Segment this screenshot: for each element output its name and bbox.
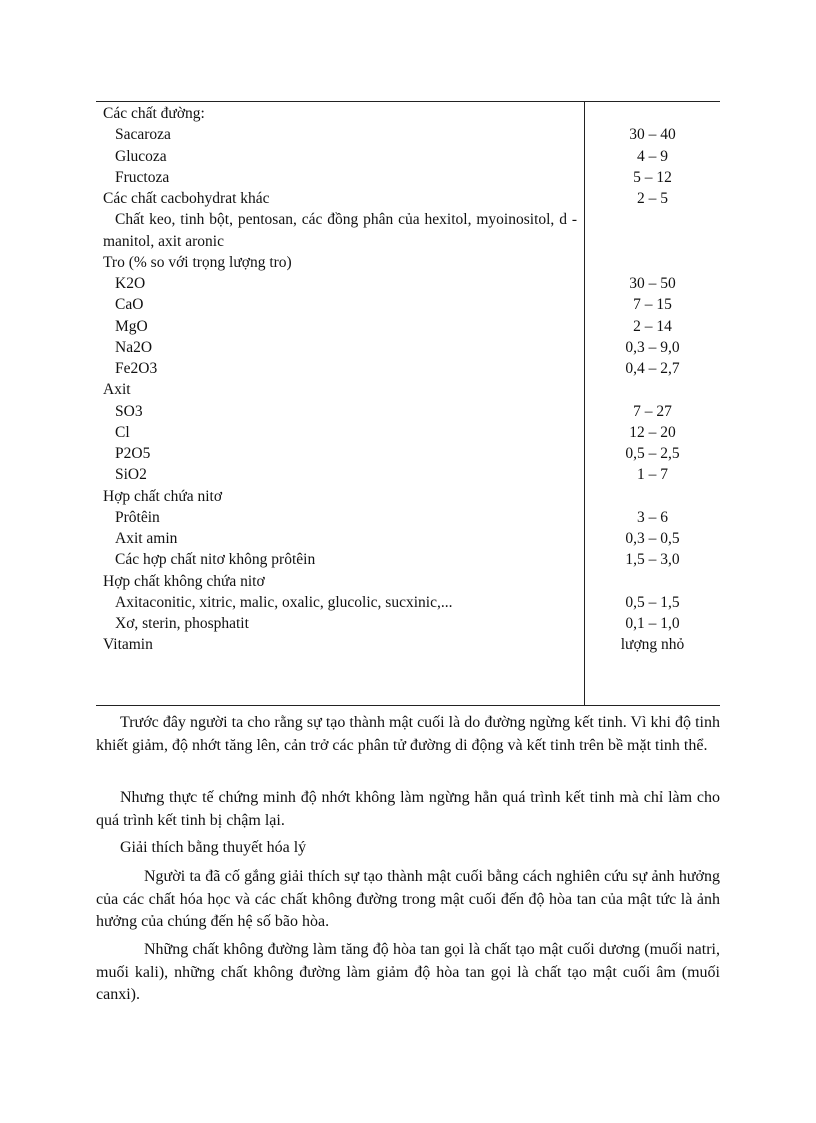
table-row bbox=[96, 613, 720, 634]
row-value: 30 – 50 bbox=[629, 275, 676, 292]
table-row bbox=[96, 507, 720, 528]
row-label: Vitamin bbox=[103, 636, 153, 654]
table-row bbox=[96, 358, 720, 379]
table-body bbox=[96, 103, 720, 656]
row-value: 2 – 14 bbox=[633, 317, 672, 335]
body-paragraph: Người ta đã cố gắng giải thích sự tạo thành mật cuối bằng cách nghiên cứu sự ảnh hưởng của các chất hóa học và các chất không đường trong mật cuối đến độ hòa tan của mật tức là ảnh hưởng của chúng đến hệ số bão hòa. bbox=[96, 868, 720, 930]
body-paragraph: Những chất không đường làm tăng độ hòa tan gọi là chất tạo mật cuối dương (muối natri, muối kali), những chất không đường làm giảm độ hòa tan gọi là chất tạo mật cuối âm (muối canxi). bbox=[96, 941, 720, 1003]
row-label: Sacaroza bbox=[115, 126, 171, 144]
row-value: 2 – 5 bbox=[637, 190, 668, 207]
row-label: Axitaconitic, xitric, malic, oxalic, glucolic, sucxinic,... bbox=[115, 593, 453, 611]
row-label: Tro (% so với trọng lượng tro) bbox=[103, 253, 292, 271]
table-row bbox=[96, 401, 720, 422]
row-value: 0,4 – 2,7 bbox=[625, 360, 680, 377]
row-label: Cl bbox=[115, 423, 130, 441]
row-value: 3 – 6 bbox=[637, 508, 668, 526]
row-value: 7 – 27 bbox=[633, 402, 672, 420]
row-value: 0,1 – 1,0 bbox=[625, 615, 680, 632]
row-label: CaO bbox=[115, 296, 144, 314]
row-label: Na2O bbox=[115, 338, 153, 356]
row-label: MgO bbox=[115, 317, 148, 335]
row-value: 0,5 – 2,5 bbox=[625, 445, 680, 462]
table-row bbox=[96, 316, 720, 337]
table-row bbox=[96, 124, 720, 145]
table-row bbox=[96, 273, 720, 294]
section-subheading: Giải thích bằng thuyết hóa lý bbox=[120, 839, 307, 856]
table-row bbox=[96, 571, 720, 592]
body-paragraph: Trước đây người ta cho rằng sự tạo thành mật cuối là do đường ngừng kết tinh. Vì khi độ tinh khiết giảm, độ nhớt tăng lên, cản trở các phân tử đường di động và kết tinh trên bề mặt tinh thể. bbox=[96, 714, 720, 754]
row-label: SiO2 bbox=[115, 466, 147, 484]
table-row bbox=[96, 209, 720, 252]
row-value: 1 – 7 bbox=[637, 466, 668, 484]
table-row bbox=[96, 146, 720, 167]
row-label: Axit amin bbox=[115, 530, 178, 547]
row-label: Các hợp chất nitơ không prôtêin bbox=[115, 551, 316, 569]
row-label: Axit bbox=[103, 381, 131, 399]
table-row bbox=[96, 592, 720, 613]
row-label: Hợp chất chứa nitơ bbox=[103, 487, 223, 505]
row-label: K2O bbox=[115, 275, 146, 292]
row-value: 30 – 40 bbox=[629, 126, 676, 144]
table-row bbox=[96, 188, 720, 209]
table-row bbox=[96, 486, 720, 507]
table-row bbox=[96, 167, 720, 188]
table-row bbox=[96, 252, 720, 273]
table-row bbox=[96, 549, 720, 570]
row-value: 0,3 – 9,0 bbox=[625, 338, 680, 356]
row-label: Fructoza bbox=[115, 168, 170, 186]
row-label: Xơ, sterin, phosphatit bbox=[115, 615, 249, 632]
row-value: 12 – 20 bbox=[629, 423, 676, 441]
table-row bbox=[96, 422, 720, 443]
row-value: 7 – 15 bbox=[633, 296, 672, 314]
row-value: 4 – 9 bbox=[637, 147, 668, 165]
table-row bbox=[96, 464, 720, 485]
table-row bbox=[96, 379, 720, 400]
row-label: Prôtêin bbox=[115, 508, 160, 526]
body-paragraph: Nhưng thực tế chứng minh độ nhớt không làm ngừng hẳn quá trình kết tinh mà chỉ làm cho quá trình kết tinh bị chậm lại. bbox=[96, 789, 720, 829]
table-row bbox=[96, 528, 720, 549]
row-label: Glucoza bbox=[115, 147, 167, 165]
row-label: SO3 bbox=[115, 402, 143, 420]
row-label: Hợp chất không chứa nitơ bbox=[103, 572, 265, 590]
row-value: 0,5 – 1,5 bbox=[625, 593, 680, 611]
table-row bbox=[96, 443, 720, 464]
row-label: Các chất đường: bbox=[103, 105, 205, 122]
row-value: 5 – 12 bbox=[633, 168, 672, 186]
row-value: lượng nhỏ bbox=[620, 636, 685, 654]
row-value: 1,5 – 3,0 bbox=[625, 551, 680, 569]
table-row bbox=[96, 337, 720, 358]
table-row bbox=[96, 634, 720, 655]
row-value: 0,3 – 0,5 bbox=[625, 530, 680, 547]
row-label: P2O5 bbox=[115, 445, 151, 462]
row-label: Chất keo, tinh bột, pentosan, các đồng phân của hexitol, myoinositol, d - manitol, axit aronic bbox=[103, 211, 577, 250]
table-row bbox=[96, 294, 720, 315]
row-label: Các chất cacbohydrat khác bbox=[103, 190, 270, 207]
table-row bbox=[96, 103, 720, 124]
row-label: Fe2O3 bbox=[115, 360, 158, 377]
composition-table bbox=[96, 101, 720, 706]
